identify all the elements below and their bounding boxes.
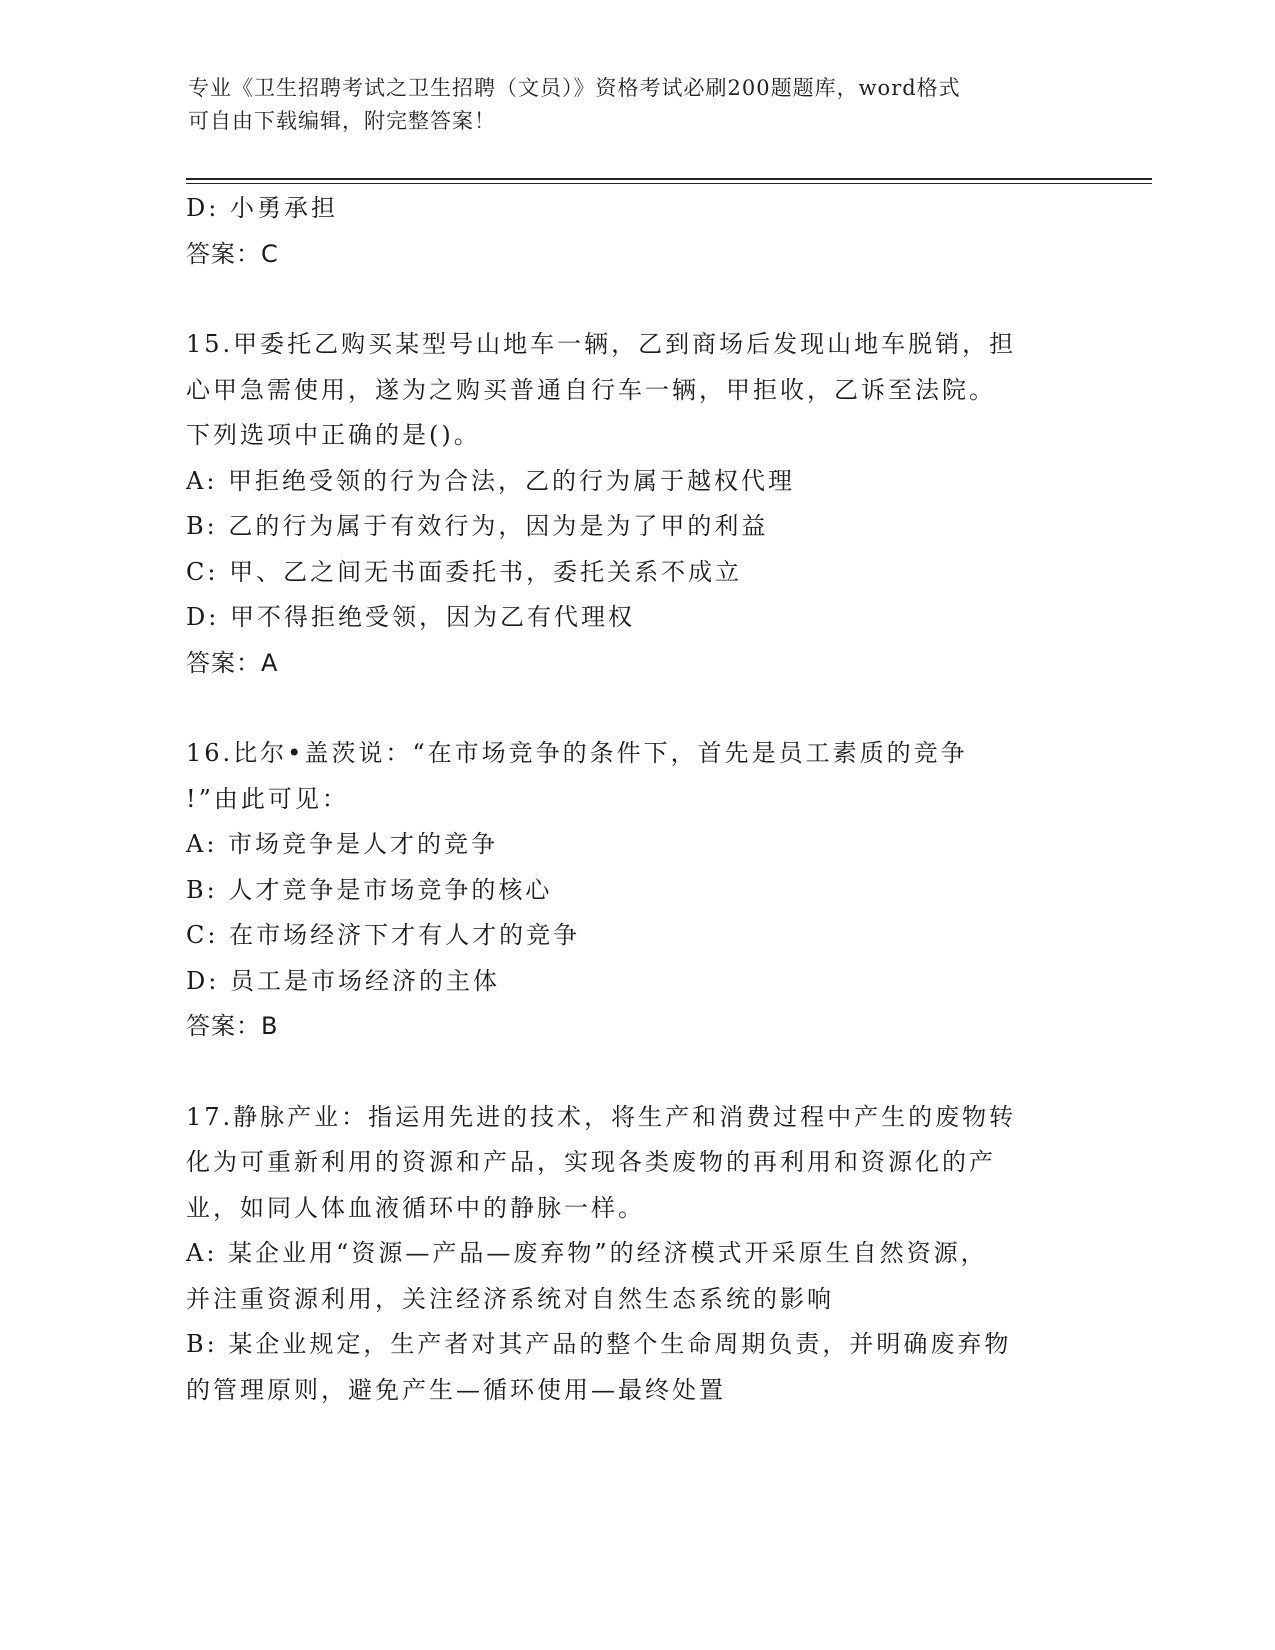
option-a: A: 甲拒绝受领的行为合法，乙的行为属于越权代理 [186, 466, 796, 495]
spacer [186, 1050, 1086, 1095]
answer: 答案：A [186, 648, 279, 677]
option-a: A: 某企业用“资源—产品—废弃物”的经济模式开采原生自然资源， [186, 1239, 988, 1267]
answer: 答案：C [186, 239, 279, 268]
option-d: D: 小勇承担 [186, 194, 338, 222]
option-a: A: 市场竞争是人才的竞争 [186, 830, 499, 858]
previous-question-tail [186, 186, 1086, 277]
question-17 [186, 1095, 1086, 1414]
answer: 答案：B [186, 1012, 279, 1040]
question-content [186, 186, 1086, 1413]
question-stem: 下列选项中正确的是()。 [186, 421, 481, 449]
question-stem: 化为可重新利用的资源和产品，实现各类废物的再利用和资源化的产 [186, 1148, 996, 1176]
question-stem: !”由此可见： [186, 784, 349, 813]
question-stem: 15.甲委托乙购买某型号山地车一辆，乙到商场后发现山地车脱销，担 [186, 330, 1017, 358]
option-b: B: 某企业规定，生产者对其产品的整个生命周期负责，并明确废弃物 [186, 1330, 1012, 1358]
question-stem: 16.比尔•盖茨说：“在市场竞争的条件下，首先是员工素质的竞争 [186, 739, 968, 767]
option-b: B: 乙的行为属于有效行为，因为是为了甲的利益 [186, 512, 769, 540]
spacer [186, 686, 1086, 731]
document-header [188, 72, 1088, 138]
spacer [186, 277, 1086, 322]
option-d: D: 甲不得拒绝受领，因为乙有代理权 [186, 603, 635, 631]
option-b: B: 人才竞争是市场竞争的核心 [186, 875, 553, 904]
header-title-line-2: 可自由下载编辑，附完整答案！ [188, 109, 496, 133]
header-title-line-1: 专业《卫生招聘考试之卫生招聘（文员）》资格考试必刷200题题库，word格式 [188, 76, 961, 100]
option-b-continued: 的管理原则，避免产生—循环使用—最终处置 [186, 1375, 726, 1404]
option-a-continued: 并注重资源利用，关注经济系统对自然生态系统的影响 [186, 1284, 834, 1313]
question-stem: 业，如同人体血液循环中的静脉一样。 [186, 1193, 645, 1222]
question-stem: 心甲急需使用，遂为之购买普通自行车一辆，甲拒收，乙诉至法院。 [186, 375, 996, 404]
question-15 [186, 322, 1086, 686]
header-divider [186, 178, 1152, 180]
option-c: C: 在市场经济下才有人才的竞争 [186, 921, 581, 949]
option-c: C: 甲、乙之间无书面委托书，委托关系不成立 [186, 557, 743, 586]
question-16 [186, 731, 1086, 1050]
question-stem: 17.静脉产业：指运用先进的技术，将生产和消费过程中产生的废物转 [186, 1102, 1017, 1131]
option-d: D: 员工是市场经济的主体 [186, 966, 500, 995]
header-divider-thin [186, 183, 1152, 184]
